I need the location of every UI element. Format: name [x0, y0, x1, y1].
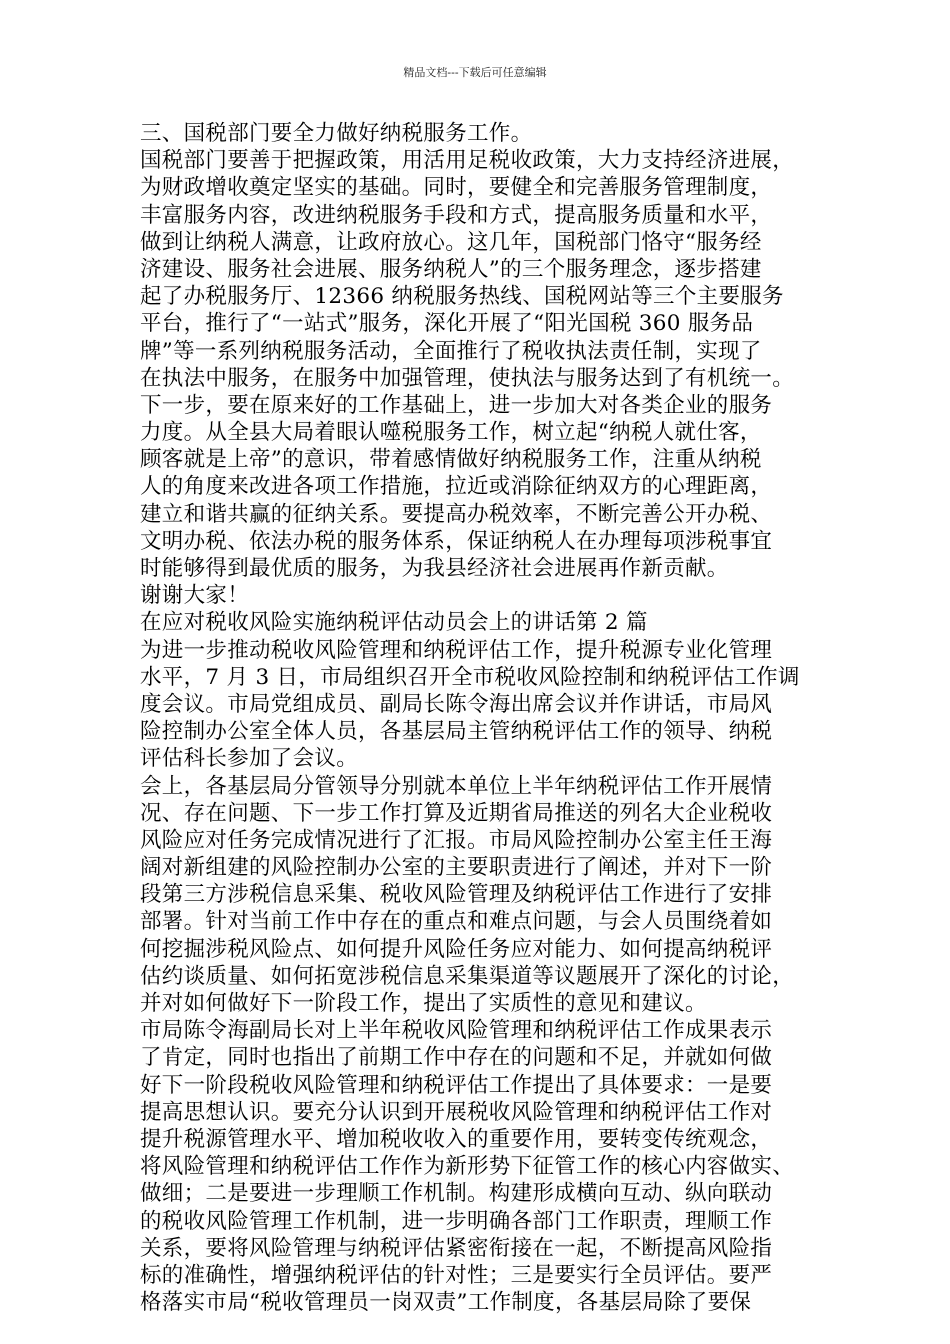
text-line: 况、存在问题、下一步工作打算及近期省局推送的列名大企业税收 [140, 800, 773, 826]
text-line: 人的角度来改进各项工作措施，拉近或消除征纳双方的心理距离， [140, 474, 773, 500]
text-line: 力度。从全县大局着眼认噬税服务工作，树立起“纳税人就仕客， [140, 420, 762, 446]
text-line: 部署。针对当前工作中存在的重点和难点问题，与会人员围绕着如 [140, 909, 773, 935]
text-line: 为进一步推动税收风险管理和纳税评估工作，提升税源专业化管理 [140, 637, 773, 663]
text-line: 好下一阶段税收风险管理和纳税评估工作提出了具体要求：一是要 [140, 1072, 773, 1098]
text-line: 标的准确性，增强纳税评估的针对性；三是要实行全员评估。要严 [140, 1262, 773, 1288]
text-line: 在应对税收风险实施纳税评估动员会上的讲话第 2 篇 [140, 610, 648, 636]
text-line: 的税收风险管理工作机制，进一步明确各部门工作职责，理顺工作 [140, 1208, 773, 1234]
text-line: 度会议。市局党组成员、副局长陈令海出席会议并作讲话，市局风 [140, 691, 773, 717]
text-line: 在执法中服务，在服务中加强管理，使执法与服务达到了有机统一。 [140, 365, 795, 391]
text-line: 会上，各基层局分管领导分别就本单位上半年纳税评估工作开展情 [140, 773, 773, 799]
text-line: 段第三方涉税信息采集、税收风险管理及纳税评估工作进行了安排 [140, 882, 773, 908]
text-line: 时能够得到最优质的服务，为我县经济社会进展再作新贡献。 [140, 556, 729, 581]
page-header: 精品文档---下载后可任意编辑 [403, 66, 547, 79]
text-line: 了肯定，同时也指出了前期工作中存在的问题和不足，并就如何做 [140, 1045, 773, 1071]
text-line: 提高思想认识。要充分认识到开展税收风险管理和纳税评估工作对 [140, 1099, 773, 1125]
text-line: 三、国税部门要全力做好纳税服务工作。 [140, 121, 533, 146]
text-line: 国税部门要善于把握政策，用活用足税收政策，大力支持经济进展， [140, 148, 795, 174]
text-line: 顾客就是上帝”的意识，带着感情做好纳税服务工作，注重从纳税 [140, 447, 762, 473]
text-line: 关系，要将风险管理与纳税评估紧密衔接在一起，不断提高风险指 [140, 1235, 773, 1261]
text-line: 水平，7 月 3 日，市局组织召开全市税收风险控制和纳税评估工作调 [140, 664, 800, 690]
text-line: 牌”等一系列纳税服务活动，全面推行了税收执法责任制，实现了 [140, 338, 762, 364]
text-line: 丰富服务内容，改进纳税服务手段和方式，提高服务质量和水平， [140, 202, 773, 228]
document-body [140, 120, 820, 1316]
text-line: 阔对新组建的风险控制办公室的主要职责进行了阐述，并对下一阶 [140, 855, 773, 881]
text-line: 为财政增收奠定坚实的基础。同时，要健全和完善服务管理制度， [140, 175, 773, 201]
text-line: 估约谈质量、如何拓宽涉税信息采集渠道等议题展开了深化的讨论， [140, 963, 795, 989]
text-line: 风险应对任务完成情况进行了汇报。市局风险控制办公室主任王海 [140, 827, 773, 853]
text-line: 提升税源管理水平、增加税收收入的重要作用，要转变传统观念， [140, 1126, 773, 1152]
text-line: 谢谢大家！ [140, 583, 250, 609]
text-line: 格落实市局“税收管理员一岗双责”工作制度，各基层局除了要保 [140, 1290, 752, 1316]
text-line: 起了办税服务厅、12366 纳税服务热线、国税网站等三个主要服务 [140, 284, 784, 310]
text-line: 将风险管理和纳税评估工作作为新形势下征管工作的核心内容做实、 [140, 1154, 795, 1180]
text-line: 建立和谐共赢的征纳关系。要提高办税效率，不断完善公开办税、 [140, 501, 773, 527]
text-line: 做细；二是要进一步理顺工作机制。构建形成横向互动、纵向联动 [140, 1181, 773, 1207]
text-line: 文明办税、依法办税的服务体系，保证纳税人在办理每项涉税事宜 [140, 528, 773, 554]
text-line: 并对如何做好下一阶段工作，提出了实质性的意见和建议。 [140, 991, 707, 1016]
text-line: 何挖掘涉税风险点、如何提升风险任务应对能力、如何提高纳税评 [140, 936, 773, 962]
text-line: 下一步，要在原来好的工作基础上，进一步加大对各类企业的服务 [140, 392, 773, 418]
text-line: 济建设、服务社会进展、服务纳税人”的三个服务理念，逐步搭建 [140, 256, 762, 282]
text-line: 做到让纳税人满意，让政府放心。这几年，国税部门恪守“服务经 [140, 229, 762, 255]
text-line: 险控制办公室全体人员，各基层局主管纳税评估工作的领导、纳税 [140, 719, 773, 745]
text-line: 评估科长参加了会议。 [140, 746, 359, 772]
text-line: 平台，推行了“一站式”服务，深化开展了“阳光国税 360 服务品 [140, 311, 754, 337]
text-line: 市局陈令海副局长对上半年税收风险管理和纳税评估工作成果表示 [140, 1018, 773, 1044]
